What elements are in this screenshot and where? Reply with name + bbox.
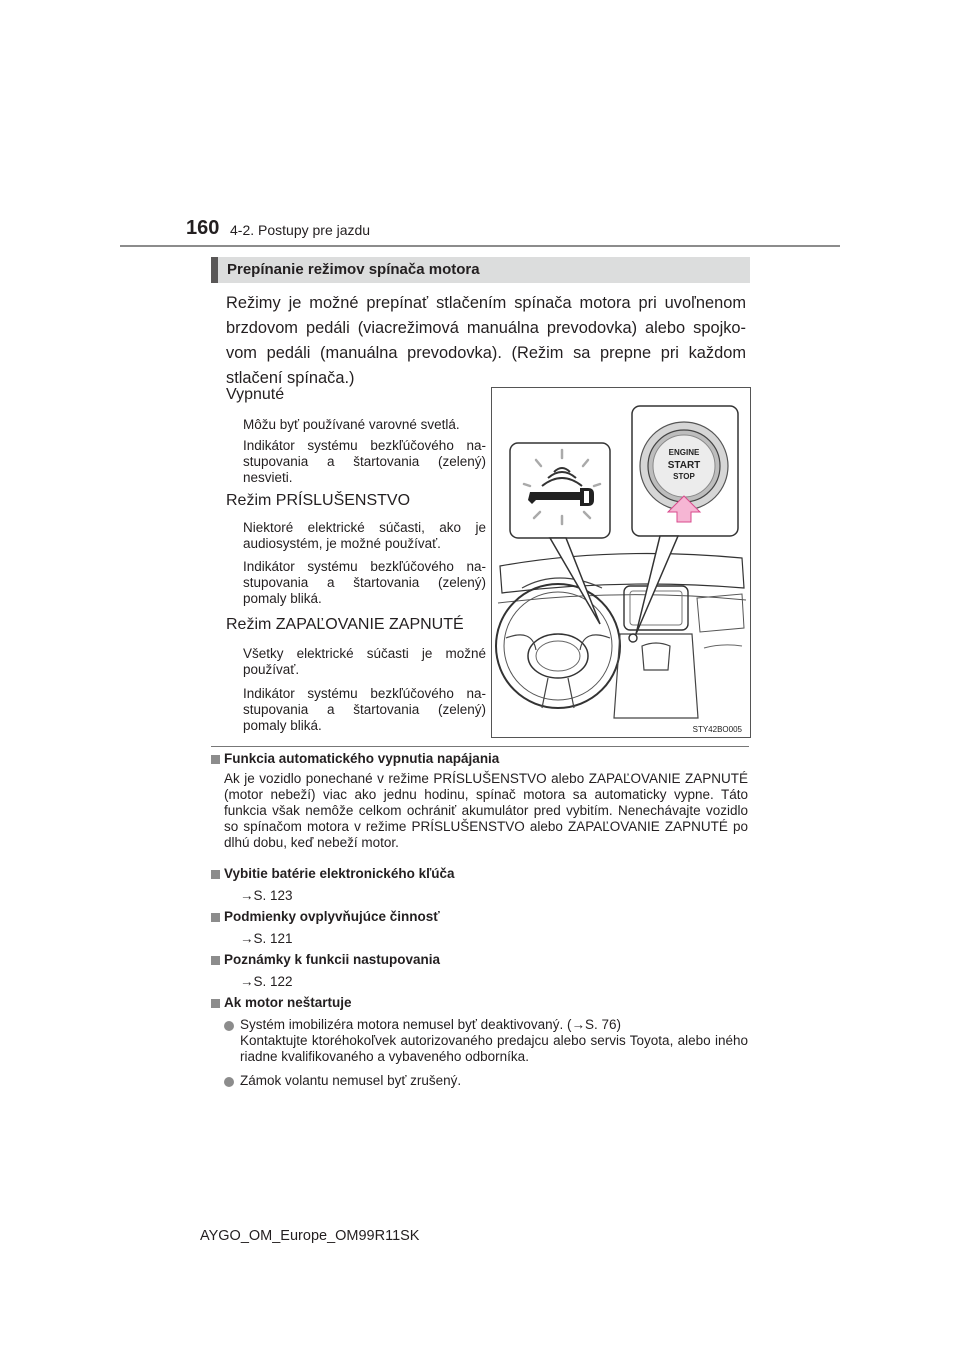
note-not-start-bullet-2: Zámok volantu nemusel byť zrušený. — [240, 1073, 462, 1088]
note-conditions-title: Podmienky ovplyvňujúce činnosť — [224, 909, 440, 924]
mode-off-desc-1: Môžu byť používané varovné svetlá. — [243, 417, 460, 432]
note-battery-ref: →S. 123 — [240, 888, 293, 903]
section-bar-marker — [211, 257, 218, 283]
intro-paragraph: Režimy je možné prepínať stlačením spínača motora pri uvoľnenom brzdovom pedáli (viacrežimová manuálna prevodovka) alebo spojkovom pedáli (manuálna prevodovka). (Režim sa prepne pri každom stlačení spínača.) — [226, 294, 746, 387]
note-not-start-bullet-1: Systém imobilizéra motora nemusel byť deaktivovaný. (→S. 76) — [240, 1017, 621, 1032]
section-title: Prepínanie režimov spínača motora — [227, 261, 480, 278]
mode-on-title: Režim ZAPAĽOVANIE ZAPNUTÉ — [226, 616, 464, 633]
svg-text:START: START — [667, 460, 701, 471]
mode-off-title: Vypnuté — [226, 386, 285, 403]
dashboard-illustration — [491, 387, 751, 738]
square-bullet-icon — [211, 956, 220, 965]
svg-text:ENGINE: ENGINE — [668, 448, 700, 457]
round-bullet-icon — [224, 1077, 234, 1087]
round-bullet-icon — [224, 1021, 234, 1031]
page-number: 160 — [186, 217, 220, 239]
square-bullet-icon — [211, 870, 220, 879]
mode-acc-desc-2: Indikátor systému bezkľúčového nastupovania a štartovania (zelený) pomaly bliká. — [243, 559, 486, 606]
footer-code: AYGO_OM_Europe_OM99R11SK — [200, 1228, 420, 1244]
square-bullet-icon — [211, 755, 220, 764]
header-rule — [120, 245, 840, 247]
note-not-start-bullet-1b: Kontaktujte ktoréhokoľvek autorizovaného predajcu alebo servis Toyota, alebo iného riadne kvalifikovaného a vybaveného odborníka. — [240, 1033, 748, 1064]
mode-on-desc-2: Indikátor systému bezkľúčového nastupovania a štartovania (zelený) pomaly bliká. — [243, 686, 486, 733]
note-entry-ref: →S. 122 — [240, 974, 293, 989]
square-bullet-icon — [211, 999, 220, 1008]
square-bullet-icon — [211, 913, 220, 922]
mode-on-desc-1: Všetky elektrické súčasti je možné používať. — [243, 646, 486, 677]
note-battery-title: Vybitie batérie elektronického kľúča — [224, 866, 455, 881]
chapter-title: 4-2. Postupy pre jazdu — [230, 222, 371, 238]
section-bar — [211, 257, 750, 283]
mode-acc-desc-1: Niektoré elektrické súčasti, ako je audiosystém, je možné používať. — [243, 520, 486, 551]
note-not-start-title: Ak motor neštartuje — [224, 995, 352, 1010]
figure-code: STY42BO005 — [692, 725, 742, 734]
mode-off-desc-2: Indikátor systému bezkľúčového nastupovania a štartovania (zelený) nesvieti. — [243, 438, 486, 485]
note-auto-off-title: Funkcia automatického vypnutia napájania — [224, 751, 500, 766]
mode-acc-title: Režim PRÍSLUŠENSTVO — [226, 492, 411, 509]
note-conditions-ref: →S. 121 — [240, 931, 293, 946]
svg-text:STOP: STOP — [673, 472, 695, 481]
figure-rule — [211, 746, 749, 747]
note-auto-off-text: Ak je vozidlo ponechané v režime PRÍSLUŠENSTVO alebo ZAPAĽOVANIE ZAPNUTÉ (motor nebeží) viac ako jednu hodinu, spínač motora sa automaticky vypne. Táto funkcia však nemôže celkom ochrániť akumulátor pred vybitím. Nenechávajte vozidlo so spínačom motora v režime PRÍSLUŠENSTVO alebo ZAPAĽOVANIE ZAPNUTÉ po dlhú dobu, keď nebeží motor. — [224, 771, 748, 850]
note-entry-title: Poznámky k funkcii nastupovania — [224, 952, 441, 967]
dashboard-svg — [492, 388, 750, 737]
